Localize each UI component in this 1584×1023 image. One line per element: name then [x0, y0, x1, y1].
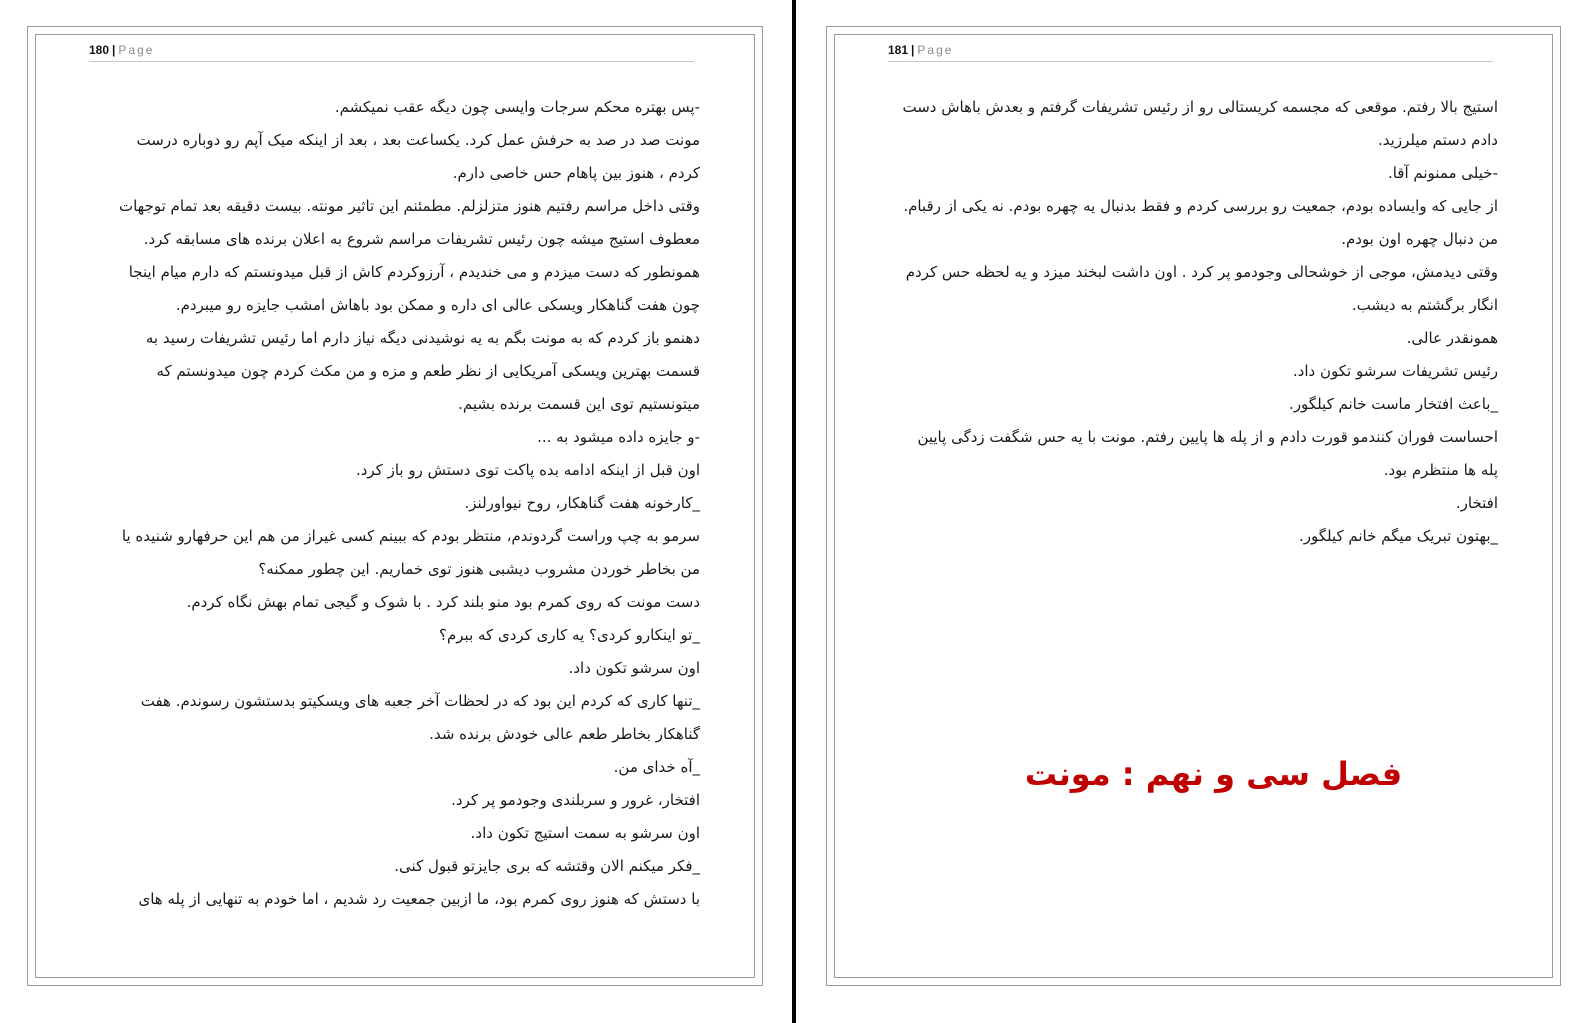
text-line: من بخاطر خوردن مشروب دیشبی هنوز توی خماریم. این چطور ممکنه؟ [258, 560, 700, 578]
text-line: _آه خدای من. [613, 758, 700, 776]
text-line: افتخار. [1455, 494, 1498, 512]
text-line: _باعث افتخار ماست خانم کیلگور. [1289, 395, 1498, 413]
text-line: وقتی دیدمش، موجی از خوشحالی وجودمو پر کرد . اون داشت لبخند میزد و یه لحظه حس کردم [905, 263, 1498, 281]
text-line: چون هفت گناهکار ویسکی عالی ای داره و ممکن بود باهاش امشب جایزه رو میبردم. [175, 296, 700, 314]
left-body-text [100, 91, 700, 916]
chapter-title: فصل سی و نهم : مونت [1024, 755, 1403, 793]
text-line: _کارخونه هفت گناهکار، روح نیواورلنز. [464, 494, 700, 512]
text-line: سرمو به چپ وراست گردوندم، منتظر بودم که ببینم کسی غیراز من هم این حرفهارو شنیده یا [121, 527, 700, 545]
text-line: همونطور که دست میزدم و می خندیدم ، آرزوکردم کاش از قبل میدونستم که دارم میام اینجا [128, 263, 700, 281]
text-line: قسمت بهترین ویسکی آمریکایی از نظر طعم و مزه و من مکث کردم چون میدونستم که [156, 362, 700, 380]
text-line: میتونستیم توی این قسمت برنده بشیم. [458, 395, 700, 413]
right-body-text [888, 91, 1498, 553]
right-page-header [888, 43, 1493, 62]
page-label: Page [118, 43, 155, 57]
page-separator: | [911, 43, 915, 57]
right-page [826, 26, 1561, 986]
text-line: با دستش که هنوز روی کمرم بود، ما ازبین جمعیت رد شدیم ، اما خودم به تنهایی از پله های [138, 890, 700, 908]
text-line: از جایی که وایساده بودم، جمعیت رو بررسی کردم و فقط بدنبال یه چهره بودم. نه یکی از رقبام. [903, 197, 1498, 215]
text-line: همونقدر عالی. [1406, 329, 1498, 347]
text-line: معطوف استیج میشه چون رئیس تشریفات مراسم شروع به اعلان برنده های مسابقه کرد. [143, 230, 700, 248]
text-line: کردم ، هنوز بین پاهام حس خاصی دارم. [452, 164, 700, 182]
text-line: اون سرشو تکون داد. [568, 659, 700, 677]
page-separator: | [112, 43, 116, 57]
text-line: احساست فوران کنندمو قورت دادم و از پله ها پایین رفتم. مونت با یه حس شگفت زدگی پایین [917, 428, 1498, 446]
text-line: من دنبال چهره اون بودم. [1341, 230, 1498, 248]
page-number: 181 [888, 43, 909, 57]
text-line: دست مونت که روی کمرم بود منو بلند کرد . با شوک و گیجی تمام بهش نگاه کردم. [186, 593, 700, 611]
text-line: وقتی داخل مراسم رفتیم هنوز متزلزلم. مطمئنم این تاثیر مونته. بیست دقیقه بعد تمام توجهات [118, 197, 700, 215]
text-line: گناهکار بخاطر طعم عالی خودش برنده شد. [429, 725, 700, 743]
text-line: _فکر میکنم الان وقتشه که بری جایزتو قبول کنی. [394, 857, 700, 875]
text-line: -خیلی ممنونم آقا. [1387, 164, 1498, 182]
text-line: اون سرشو به سمت استیج تکون داد. [470, 824, 700, 842]
text-line: استیج بالا رفتم. موقعی که مجسمه کریستالی رو از رئیس تشریفات گرفتم و بعدش باهاش دست [902, 98, 1498, 116]
text-line: _تو اینکارو کردی؟ یه کاری کردی که ببرم؟ [439, 626, 700, 644]
page-divider [792, 0, 796, 1023]
text-line: دهنمو باز کردم که به مونت بگم به یه نوشیدنی دیگه نیاز دارم اما رئیس تشریفات رسید به [145, 329, 700, 347]
text-line: دادم دستم میلرزید. [1378, 131, 1498, 149]
text-line: افتخار، غرور و سربلندی وجودمو پر کرد. [451, 791, 700, 809]
text-line: رئیس تشریفات سرشو تکون داد. [1292, 362, 1498, 380]
page-number: 180 [89, 43, 110, 57]
text-line: اون قبل از اینکه ادامه بده پاکت توی دستش رو باز کرد. [355, 461, 700, 479]
left-page [27, 26, 763, 986]
text-line: -پس بهتره محکم سرجات وایسی چون دیگه عقب نمیکشم. [334, 98, 700, 116]
text-line: مونت صد در صد به حرفش عمل کرد. یکساعت بعد ، بعد از اینکه میک آپم رو دوباره درست [136, 131, 700, 149]
text-line: -و جایزه داده میشود به ... [537, 428, 700, 446]
left-page-header [89, 43, 694, 62]
text-line: _بهتون تبریک میگم خانم کیلگور. [1298, 527, 1498, 545]
text-line: انگار برگشتم به دیشب. [1351, 296, 1498, 314]
text-line: _تنها کاری که کردم این بود که در لحظات آخر جعبه های ویسکیتو بدستشون رسوندم. هفت [140, 692, 700, 710]
page-label: Page [917, 43, 954, 57]
text-line: پله ها منتظرم بود. [1383, 461, 1498, 479]
